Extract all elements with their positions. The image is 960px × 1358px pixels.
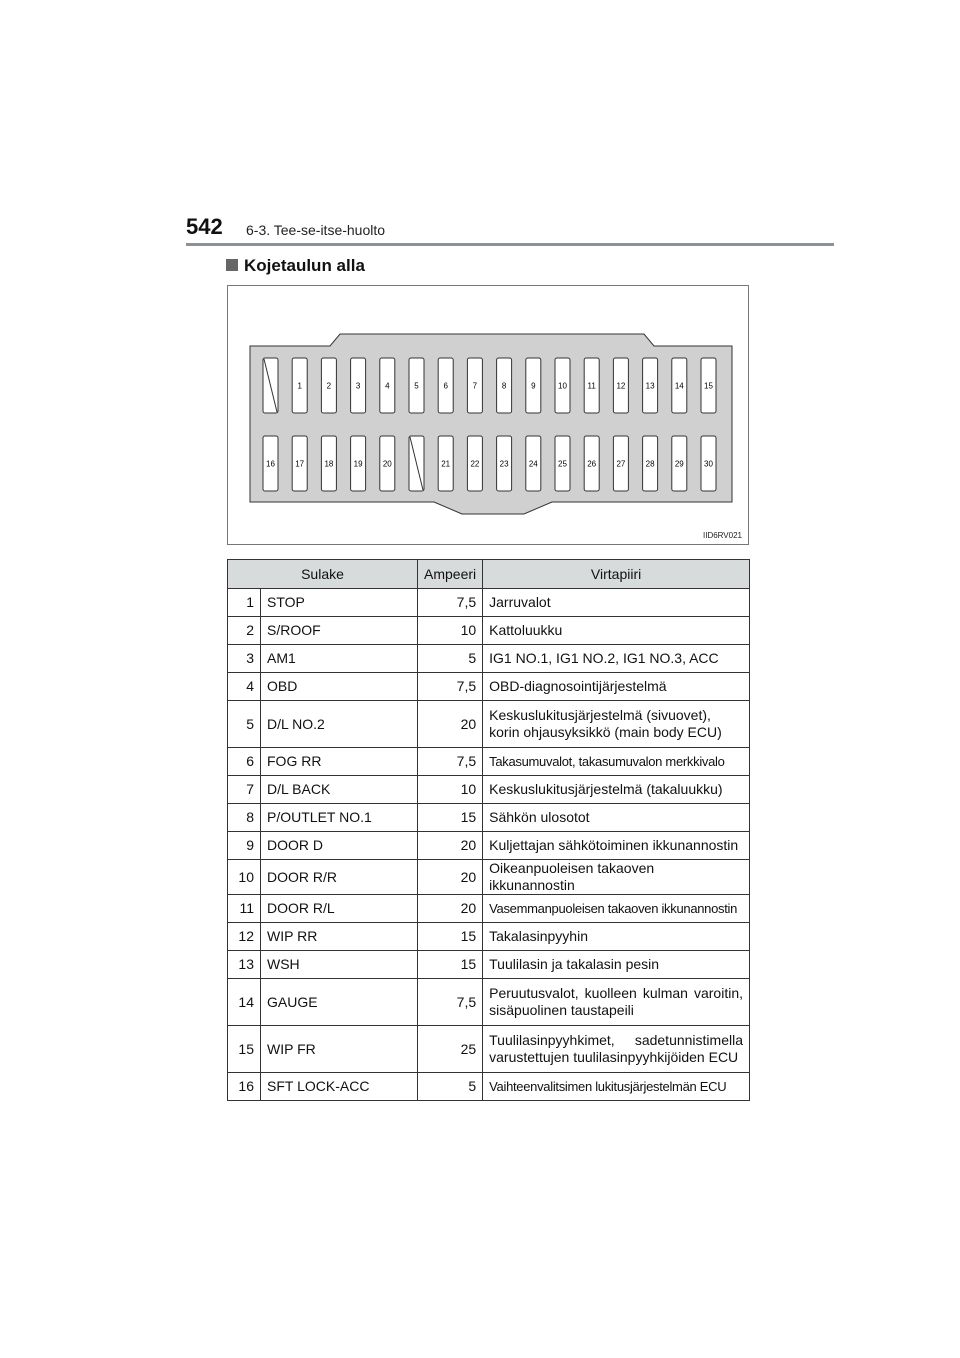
ampere-cell: 7,5 <box>418 748 483 776</box>
fuse-label: 29 <box>674 459 684 469</box>
fuse-label: 5 <box>414 381 419 391</box>
fuse-number-cell: 10 <box>228 860 261 895</box>
fuse-label: 20 <box>382 459 392 469</box>
circuit-cell: Vasemmanpuoleisen takaoven ikkunannostin <box>483 895 750 923</box>
table-row <box>228 589 750 617</box>
table-row <box>228 860 750 895</box>
ampere-cell: 20 <box>418 832 483 860</box>
page-number: 542 <box>186 214 223 239</box>
header-divider <box>186 243 834 246</box>
fuse-label: 4 <box>385 381 390 391</box>
ampere-cell: 10 <box>418 776 483 804</box>
table-row <box>228 804 750 832</box>
circuit-cell: OBD-diagnosointijärjestelmä <box>483 673 750 701</box>
fuse-name-cell: DOOR R/L <box>261 895 418 923</box>
fuse-label: 27 <box>616 459 626 469</box>
fuse-name-cell: WSH <box>261 951 418 979</box>
table-row <box>228 895 750 923</box>
table-row <box>228 776 750 804</box>
fuse-label: 3 <box>355 381 361 391</box>
fuse-number-cell: 4 <box>228 673 261 701</box>
ampere-cell: 20 <box>418 860 483 895</box>
table-row <box>228 701 750 748</box>
section-title: 6-3. Tee-se-itse-huolto <box>246 222 386 238</box>
header-virtapiiri: Virtapiiri <box>483 560 750 589</box>
circuit-cell: Peruutusvalot, kuolleen kulman varoitin, sisäpuolinen taustapeili <box>483 979 750 1026</box>
table-row <box>228 951 750 979</box>
circuit-cell: Takalasinpyyhin <box>483 923 750 951</box>
circuit-cell: Jarruvalot <box>483 589 750 617</box>
fuse-label: 26 <box>587 459 597 469</box>
fuse-number-cell: 1 <box>228 589 261 617</box>
fuse-label: 22 <box>470 459 480 469</box>
ampere-cell: 20 <box>418 701 483 748</box>
fuse-label: 2 <box>326 381 332 391</box>
ampere-cell: 5 <box>418 645 483 673</box>
fuse-label: 7 <box>472 381 478 391</box>
fuse-number-cell: 7 <box>228 776 261 804</box>
fuse-table <box>227 559 750 1101</box>
table-header-row <box>228 560 750 589</box>
fuse-number-cell: 8 <box>228 804 261 832</box>
fuse-label: 1 <box>297 381 302 391</box>
ampere-cell: 7,5 <box>418 979 483 1026</box>
fuse-label: 21 <box>441 459 451 469</box>
fuse-name-cell: DOOR R/R <box>261 860 418 895</box>
circuit-cell: Kuljettajan sähkötoiminen ikkunannostin <box>483 832 750 860</box>
circuit-cell: IG1 NO.1, IG1 NO.2, IG1 NO.3, ACC <box>483 645 750 673</box>
fuse-label: 16 <box>266 459 275 469</box>
fuse-name-cell: S/ROOF <box>261 617 418 645</box>
fuse-label: 23 <box>499 459 509 469</box>
header-ampeeri: Ampeeri <box>418 560 483 589</box>
fuse-label: 24 <box>528 459 538 469</box>
fuse-name-cell: D/L NO.2 <box>261 701 418 748</box>
circuit-cell: Kattoluukku <box>483 617 750 645</box>
header-sulake: Sulake <box>228 560 418 589</box>
fuse-box-svg <box>228 286 748 544</box>
circuit-cell: Keskuslukitusjärjestelmä (takaluukku) <box>483 776 750 804</box>
table-row <box>228 645 750 673</box>
fuse-name-cell: STOP <box>261 589 418 617</box>
fuse-number-cell: 15 <box>228 1026 261 1073</box>
fuse-name-cell: FOG RR <box>261 748 418 776</box>
fuse-label: 11 <box>587 381 596 391</box>
fuse-label: 25 <box>558 459 567 469</box>
fuse-label: 8 <box>501 381 507 391</box>
table-body <box>228 589 750 1101</box>
circuit-cell: Sähkön ulosotot <box>483 804 750 832</box>
fuse-number-cell: 16 <box>228 1073 261 1101</box>
fuse-label: 10 <box>558 381 567 391</box>
table-row <box>228 923 750 951</box>
fuse-number-cell: 13 <box>228 951 261 979</box>
subheading <box>226 256 365 276</box>
fuse-label: 19 <box>353 459 363 469</box>
fuse-label: 12 <box>616 381 626 391</box>
fuse-name-cell: AM1 <box>261 645 418 673</box>
fuse-number-cell: 6 <box>228 748 261 776</box>
ampere-cell: 5 <box>418 1073 483 1101</box>
ampere-cell: 7,5 <box>418 589 483 617</box>
fuse-name-cell: DOOR D <box>261 832 418 860</box>
fuse-name-cell: P/OUTLET NO.1 <box>261 804 418 832</box>
fuse-label: 9 <box>531 381 536 391</box>
fuse-label: 13 <box>645 381 655 391</box>
fuse-label: 18 <box>324 459 334 469</box>
fuse-label: 15 <box>704 381 713 391</box>
table-row <box>228 979 750 1026</box>
table-row <box>228 832 750 860</box>
diagram-code: IID6RV021 <box>703 531 742 540</box>
ampere-cell: 15 <box>418 923 483 951</box>
fuse-number-cell: 9 <box>228 832 261 860</box>
fuse-name-cell: D/L BACK <box>261 776 418 804</box>
table-row <box>228 673 750 701</box>
table-row <box>228 748 750 776</box>
ampere-cell: 7,5 <box>418 673 483 701</box>
fuse-name-cell: WIP FR <box>261 1026 418 1073</box>
ampere-cell: 25 <box>418 1026 483 1073</box>
ampere-cell: 15 <box>418 804 483 832</box>
fuse-name-cell: SFT LOCK-ACC <box>261 1073 418 1101</box>
subheading-text: Kojetaulun alla <box>244 256 365 275</box>
square-bullet-icon <box>226 259 238 271</box>
fuse-number-cell: 11 <box>228 895 261 923</box>
fuse-name-cell: WIP RR <box>261 923 418 951</box>
circuit-cell: Oikeanpuoleisen takaoven ikkunannostin <box>483 860 750 895</box>
fuse-label: 17 <box>295 459 305 469</box>
fuse-label: 30 <box>704 459 713 469</box>
fuse-name-cell: OBD <box>261 673 418 701</box>
fuse-number-cell: 5 <box>228 701 261 748</box>
circuit-cell: Vaihteenvalitsimen lukitusjärjestelmän ECU <box>483 1073 750 1101</box>
circuit-cell: Keskuslukitusjärjestelmä (sivuovet), korin ohjausyksikkö (main body ECU) <box>483 701 750 748</box>
circuit-cell: Tuulilasinpyyhkimet, sadetunnistimella varustettujen tuulilasinpyyhkijöiden ECU <box>483 1026 750 1073</box>
fuse-number-cell: 2 <box>228 617 261 645</box>
fuse-number-cell: 12 <box>228 923 261 951</box>
fuse-name-cell: GAUGE <box>261 979 418 1026</box>
fuse-label: 28 <box>645 459 655 469</box>
fuse-label: 14 <box>674 381 684 391</box>
fuse-box-diagram <box>227 285 749 545</box>
fuse-number-cell: 3 <box>228 645 261 673</box>
table-row <box>228 617 750 645</box>
ampere-cell: 10 <box>418 617 483 645</box>
ampere-cell: 15 <box>418 951 483 979</box>
table-row <box>228 1073 750 1101</box>
circuit-cell: Tuulilasin ja takalasin pesin <box>483 951 750 979</box>
fuse-label: 6 <box>443 381 448 391</box>
circuit-cell: Takasumuvalot, takasumuvalon merkkivalo <box>483 748 750 776</box>
table-row <box>228 1026 750 1073</box>
fuse-number-cell: 14 <box>228 979 261 1026</box>
ampere-cell: 20 <box>418 895 483 923</box>
